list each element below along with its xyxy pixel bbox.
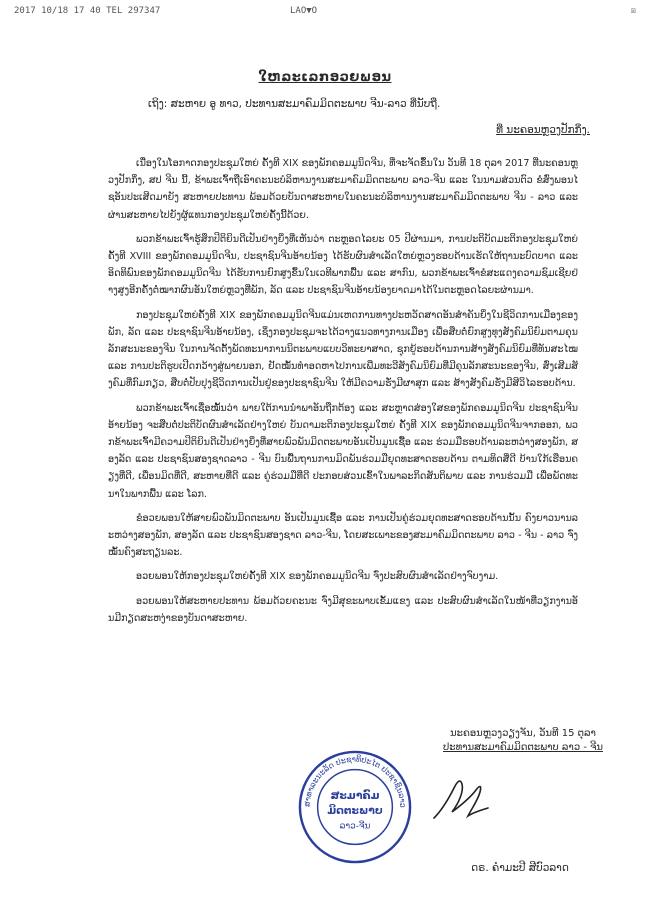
paragraph: ຂໍອວຍພອນໃຫ້ສາຍພົວພັນມິດຕະພາບ ອັນເປັນມູນເຊື້ອ ແລະ ການເປັນຄູ່ຮ່ວມຍຸດທະສາດຮອບດ້ານນັ້ນ ຄົງຍາວນານລະຫວ່າງສອງພັກ, ສອງລັດ ແລະ ປະຊາຊົນສອງຊາດ ລາວ-ຈີນ, ໂດຍສະເພາະຂອງສະມາຄົມມິດຕະພາບ ລາວ - ຈີນ - ລາວ ຈົ່ງໝັ້ນຄົງສະຖຽນລະ. (108, 512, 578, 559)
signer-name: ດຣ. ຄຳມະປີ ສີບົວລາດ (471, 862, 569, 874)
letter-body (108, 155, 578, 634)
paragraph: ພວກຂ້າພະເຈົ້າຮູ້ສຶກປິຕິຍິນດີເປັນຢ່າງຍິ່ງທີ່ເຫັນວ່າ ຕະຫຼອດໄລຍະ 05 ປີຜ່ານມາ, ການປະຕິບັດມະຕິກອງປະຊຸມໃຫຍ່ ຄັ້ງທີ XVIII ຂອງພັກຄອມມູນິດຈີນ, ປະຊາຊົນຈີນອ້າຍນ້ອງ ໄດ້ຮັບຜົນສຳເລັດໃຫຍ່ຫຼວງຮອບດ້ານເຮັດໃຫ້ຖານະບົດບາດ ແລະ ອິດທິພົນຂອງພັກຄອມມູນິດຈີນ ໄດ້ຮັບການຍົກສູງຂຶ້ນໃນເວທີພາກພື້ນ ແລະ ສາກົນ, ພວກຂ້າພະເຈົ້າຂໍສະແດງຄວາມຊົມເຊີຍຢ່າງສູງອີກຄັ້ງຕໍ່ໝາກຜົນອັນໃຫຍ່ຫຼວງທີ່ພັກ, ລັດ ແລະ ປະຊາຊົນຈີນອ້າຍນ້ອງຍາດມາໄດ້ໃນຕະຫຼອດໄລຍະຜ່ານມາ. (108, 233, 578, 297)
letter-title: ໃຫລະເລກອວຍພອນ (258, 70, 392, 85)
stamp-text-middle: ມິດຕະພາບ (327, 803, 383, 817)
organization-line: ປະທານສະມາຄົມມິດຕະພາບ ລາວ - ຈີນ (443, 742, 603, 753)
date-line: ນະຄອນຫຼວງວຽງຈັນ, ວັນທີ 15 ຕຸລາ (450, 728, 596, 739)
fax-header-left: 2017 10/18 17 40 TEL 297347 (14, 6, 161, 16)
paragraph: ອວຍພອນໃຫ້ສະຫາຍປະທານ ພ້ອມດ້ວຍຄະນະ ຈົ່ງມີສຸຂະພາບເຂັ້ມແຂງ ແລະ ປະສົບຜົນສໍາເລັດໃນໜ້າທີ່ວຽກງານອັນມີກຽດສະຫງ່າຂອງບັນດາສະຫາຍ. (108, 595, 578, 624)
stamp-text-top: ສະມາຄົມ (330, 789, 380, 803)
paragraph: ເນື່ອງໃນໂອກາດກອງປະຊຸມໃຫຍ່ ຄັ້ງທີ XIX ຂອງພັກຄອມມູນິດຈີນ, ທີ່ຈະຈັດຂຶ້ນໃນ ວັນທີ 18 ຕຸລາ 2017 ທີ່ນະຄອນຫຼວງປັກກິ່ງ, ສປ ຈີນ ນີ້, ຂ້າພະເຈົ້າຖືເອົາຄະນະບໍລິຫານງານສະມາຄົມມິດຕະພາບ ລາວ-ຈີນ ແລະ ໃນນາມສ່ວນຕົວ ຂໍສົ່ງພອນໄຊອັນປະເສີດມາຍັງ ສະຫາຍປະທານ ພ້ອມດ້ວຍບັນດາສະຫາຍໃນຄະນະບໍລິຫານງານສະມາຄົມມິດຕະພາບ ຈີນ - ລາວ ແລະ ຜ່ານສະຫາຍໄປຍັງຜູ້ແທນກອງປະຊຸມໃຫຍ່ຄັ້ງນີ້ດ້ວຍ. (108, 158, 579, 221)
paragraph: ພວກຂ້າພະເຈົ້າເຊື່ອໝັ້ນວ່າ ພາຍໃຕ້ການນໍາພາອັນຖືກຕ້ອງ ແລະ ສະຫຼາດສ່ອງໃສຂອງພັກຄອມມູນິດຈີນ ປະຊາຊົນຈີນອ້າຍນ້ອງ ຈະສືບຕໍ່ປະຕິບັດຜົນສໍາເລັດຢ່າງໃຫຍ່ ບັນດາມະຕິກອງປະຊຸມໃຫຍ່ ຄັ້ງທີ XIX ຂອງພັກຄອມມູນິດຈີນຈາກອອກ, ພວກຂ້າພະເຈົ້າມີຄວາມປິຕິຍິນດີເປັນຢ່າງຍິ່ງທີ່ສາຍພົວພັນມິດຕະພາບອັນເປັນມູນເຊື້ອ ແລະ ຮ່ວມມືຮອບດ້ານລະຫວ່າງສອງພັກ, ສອງລັດ ແລະ ປະຊາຊົນສອງຊາດລາວ - ຈີນ ບົນພື້ນຖານການມິດພັນຮ່ວມມືຍຸດທະສາດຮອບດ້ານ ຕາມທິດສີ່ດີ ບ້ານໃກ້ເຮືອນຄຽງທີ່ດີ, ເພື່ອນມິດທີ່ດີ, ສະຫາຍທີ່ດີ ແລະ ຄູ່ຮ່ວມມືທີ່ດີ ປະກອບສ່ວນເຂົ້າໃນພາລະກິດສັນຕິພາບ ແລະ ການຮ່ວມມື ເພື່ອພັດທະນາໃນພາກພື້ນ ແລະ ໂລກ. (108, 402, 578, 500)
fax-header-right: ☒ (630, 6, 636, 16)
official-stamp (296, 748, 414, 866)
paragraph: ກອງປະຊຸມໃຫຍ່ຄັ້ງທີ XIX ຂອງພັກຄອມມູນິດຈີນແມ່ນເຫດການທາງປະຫວັດສາດອັນສຳຄັນຍິ່ງໃນຊີວິດການເມືອງຂອງພັກ, ລັດ ແລະ ປະຊາຊົນຈີນອ້າຍນ້ອງ, ເຊິ່ງກອງປະຊຸມຈະໄດ້ວາງແນວທາງການເມືອງ ເພື່ອສືບຕໍ່ຍົກສູງທຸງສັງຄົມນິຍົມຕາມຄຸນລັກສະນະຂອງຈີນ ໃນການຈັດຕັ້ງພັດທະນາການນິຕະພາບແບບວິທະຍາສາດ, ຊຸກຍູ້ຮອບດ້ານການສ້າງສັງຄົມນິຍົມທີ່ທັນສະໄໝ ແລະ ການປະຕິຮູບເປີດກວ້າງສູ່ພາຍນອກ, ຢັດໝັ້ນທໍາອດຫາໄປການເພີ່ມທະວີສັງຄົມນິຍົມທີ່ມີຄຸນລັກສະນະຂອງຈີນ, ສົ່ງເສີມສັງຄົມທີ່ກົມກຽວ, ສືບຕໍ່ປັບປຸງຊີວິດການເປັນຢູ່ຂອງປະຊາຊົນຈີນ ໃຫ້ມີຄວາມຮັ່ງມີຜາສຸກ ແລະ ສ້າງສັງຄົມຮັ່ງມີສີວິໄລຮອບດ້ານ. (108, 309, 578, 390)
place-line: ທີ່ ນະຄອນຫຼວງປັກກິ່ງ. (496, 124, 590, 136)
recipient-line: ເຖິງ: ສະຫາຍ ອູ ທາວ, ປະທານສະມາຄົມມິດຕະພາບ ຈີນ-ລາວ ທີ່ນັບຖື. (148, 98, 441, 110)
paragraph: ອວຍພອນໃຫ້ກອງປະຊຸມໃຫຍ່ຄັ້ງທີ XIX ຂອງພັກຄອມມູນິດຈີນ ຈົ່ງປະສົບຜົນສໍາເລັດຢ່າງຈົບງາມ. (136, 571, 499, 583)
stamp-text-bottom: ລາວ-ຈີນ (339, 821, 371, 832)
signature-block (418, 728, 628, 753)
stamp-ring-text: ສາທາລະນະລັດ ປະຊາທິປະໄຕ ປະຊາຊົນລາວ (302, 754, 408, 808)
signature-stroke (434, 781, 488, 818)
fax-header (14, 6, 636, 16)
handwritten-signature (424, 770, 494, 830)
fax-header-middle: LAO▼O (290, 6, 318, 16)
